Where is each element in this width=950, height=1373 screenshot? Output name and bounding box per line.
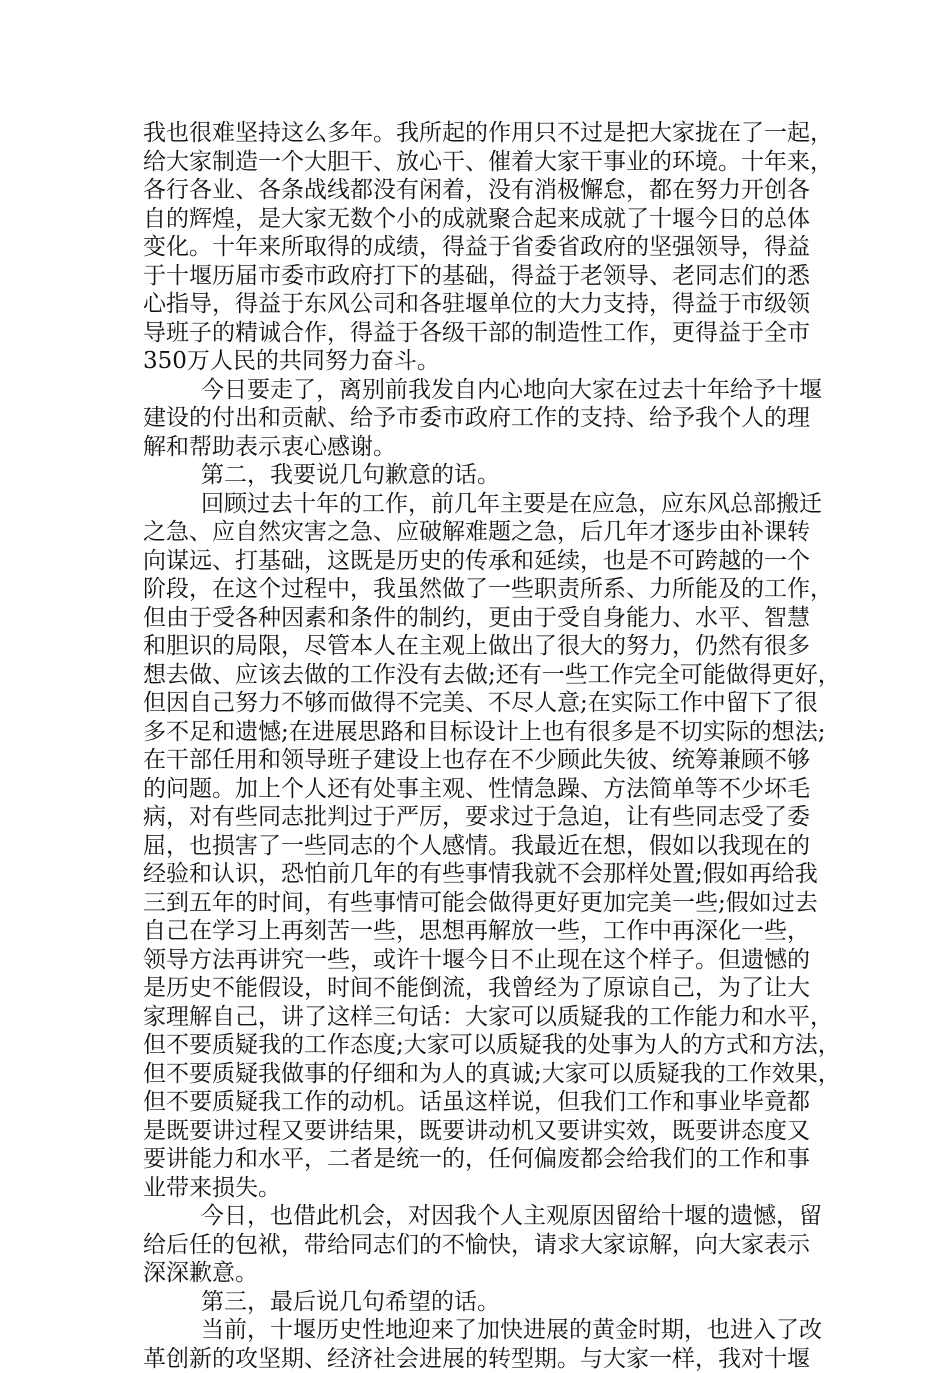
text-line: 回顾过去十年的工作，前几年主要是在应急，应东风总部搬迁: [143, 490, 807, 519]
text-line: 导班子的精诚合作，得益于各级干部的制造性工作，更得益于全市: [143, 319, 807, 348]
paragraph: [143, 1316, 807, 1373]
text-line: 之急、应自然灾害之急、应破解难题之急，后几年才逐步由补课转: [143, 518, 807, 547]
text-line: 经验和认识，恐怕前几年的有些事情我就不会那样处置;假如再给我: [143, 860, 807, 889]
text-line: 第三，最后说几句希望的话。: [143, 1288, 807, 1317]
text-line: 解和帮助表示衷心感谢。: [143, 433, 807, 462]
text-line: 给后任的包袱，带给同志们的不愉快，请求大家谅解，向大家表示: [143, 1231, 807, 1260]
text-line: 革创新的攻坚期、经济社会进展的转型期。与大家一样，我对十堰: [143, 1345, 807, 1373]
text-line: 但不要质疑我的工作态度;大家可以质疑我的处事为人的方式和方法，: [143, 1031, 807, 1060]
text-line: 我也很难坚持这么多年。我所起的作用只不过是把大家拢在了一起，: [143, 119, 807, 148]
text-line: 建设的付出和贡献、给予市委市政府工作的支持、给予我个人的理: [143, 404, 807, 433]
text-line: 向谋远、打基础，这既是历史的传承和延续，也是不可跨越的一个: [143, 547, 807, 576]
paragraph: [143, 1288, 807, 1317]
text-line: 业带来损失。: [143, 1174, 807, 1203]
text-line: 自的辉煌，是大家无数个小的成就聚合起来成就了十堰今日的总体: [143, 205, 807, 234]
text-line: 今日，也借此机会，对因我个人主观原因留给十堰的遗憾，留: [143, 1202, 807, 1231]
text-line: 变化。十年来所取得的成绩，得益于省委省政府的坚强领导，得益: [143, 233, 807, 262]
text-line: 的问题。加上个人还有处事主观、性情急躁、方法简单等不少坏毛: [143, 775, 807, 804]
text-line: 阶段，在这个过程中，我虽然做了一些职责所系、力所能及的工作，: [143, 575, 807, 604]
text-line: 今日要走了，离别前我发自内心地向大家在过去十年给予十堰: [143, 376, 807, 405]
text-line: 是历史不能假设，时间不能倒流，我曾经为了原谅自己，为了让大: [143, 974, 807, 1003]
paragraph: [143, 490, 807, 1203]
text-line: 领导方法再讲究一些，或许十堰今日不止现在这个样子。但遗憾的: [143, 946, 807, 975]
text-line: 家理解自己，讲了这样三句话：大家可以质疑我的工作能力和水平，: [143, 1003, 807, 1032]
text-line: 但由于受各种因素和条件的制约，更由于受自身能力、水平、智慧: [143, 604, 807, 633]
text-line: 想去做、应该去做的工作没有去做;还有一些工作完全可能做得更好，: [143, 661, 807, 690]
text-line: 于十堰历届市委市政府打下的基础，得益于老领导、老同志们的悉: [143, 262, 807, 291]
text-line: 给大家制造一个大胆干、放心干、催着大家干事业的环境。十年来，: [143, 148, 807, 177]
paragraph: [143, 1202, 807, 1288]
text-line: 和胆识的局限，尽管本人在主观上做出了很大的努力，仍然有很多: [143, 632, 807, 661]
text-line: 屈，也损害了一些同志的个人感情。我最近在想，假如以我现在的: [143, 832, 807, 861]
text-line: 病，对有些同志批判过于严厉，要求过于急迫，让有些同志受了委: [143, 803, 807, 832]
text-line: 但因自己努力不够而做得不完美、不尽人意;在实际工作中留下了很: [143, 689, 807, 718]
text-line: 要讲能力和水平，二者是统一的，任何偏废都会给我们的工作和事: [143, 1145, 807, 1174]
text-line: 心指导，得益于东风公司和各驻堰单位的大力支持，得益于市级领: [143, 290, 807, 319]
text-line: 但不要质疑我做事的仔细和为人的真诚;大家可以质疑我的工作效果，: [143, 1060, 807, 1089]
text-line: 深深歉意。: [143, 1259, 807, 1288]
text-line: 350万人民的共同努力奋斗。: [143, 347, 807, 376]
paragraph: [143, 119, 807, 376]
text-line: 当前，十堰历史性地迎来了加快进展的黄金时期，也进入了改: [143, 1316, 807, 1345]
text-line: 第二，我要说几句歉意的话。: [143, 461, 807, 490]
text-line: 是既要讲过程又要讲结果，既要讲动机又要讲实效，既要讲态度又: [143, 1117, 807, 1146]
text-line: 三到五年的时间，有些事情可能会做得更好更加完美一些;假如过去: [143, 889, 807, 918]
paragraph: [143, 376, 807, 462]
text-line: 但不要质疑我工作的动机。话虽这样说，但我们工作和事业毕竟都: [143, 1088, 807, 1117]
text-line: 多不足和遗憾;在进展思路和目标设计上也有很多是不切实际的想法;: [143, 718, 807, 747]
text-line: 在干部任用和领导班子建设上也存在不少顾此失彼、统筹兼顾不够: [143, 746, 807, 775]
document-page: [143, 119, 807, 1373]
text-line: 各行各业、各条战线都没有闲着，没有消极懈怠，都在努力开创各: [143, 176, 807, 205]
text-line: 自己在学习上再刻苦一些，思想再解放一些，工作中再深化一些，: [143, 917, 807, 946]
paragraph: [143, 461, 807, 490]
